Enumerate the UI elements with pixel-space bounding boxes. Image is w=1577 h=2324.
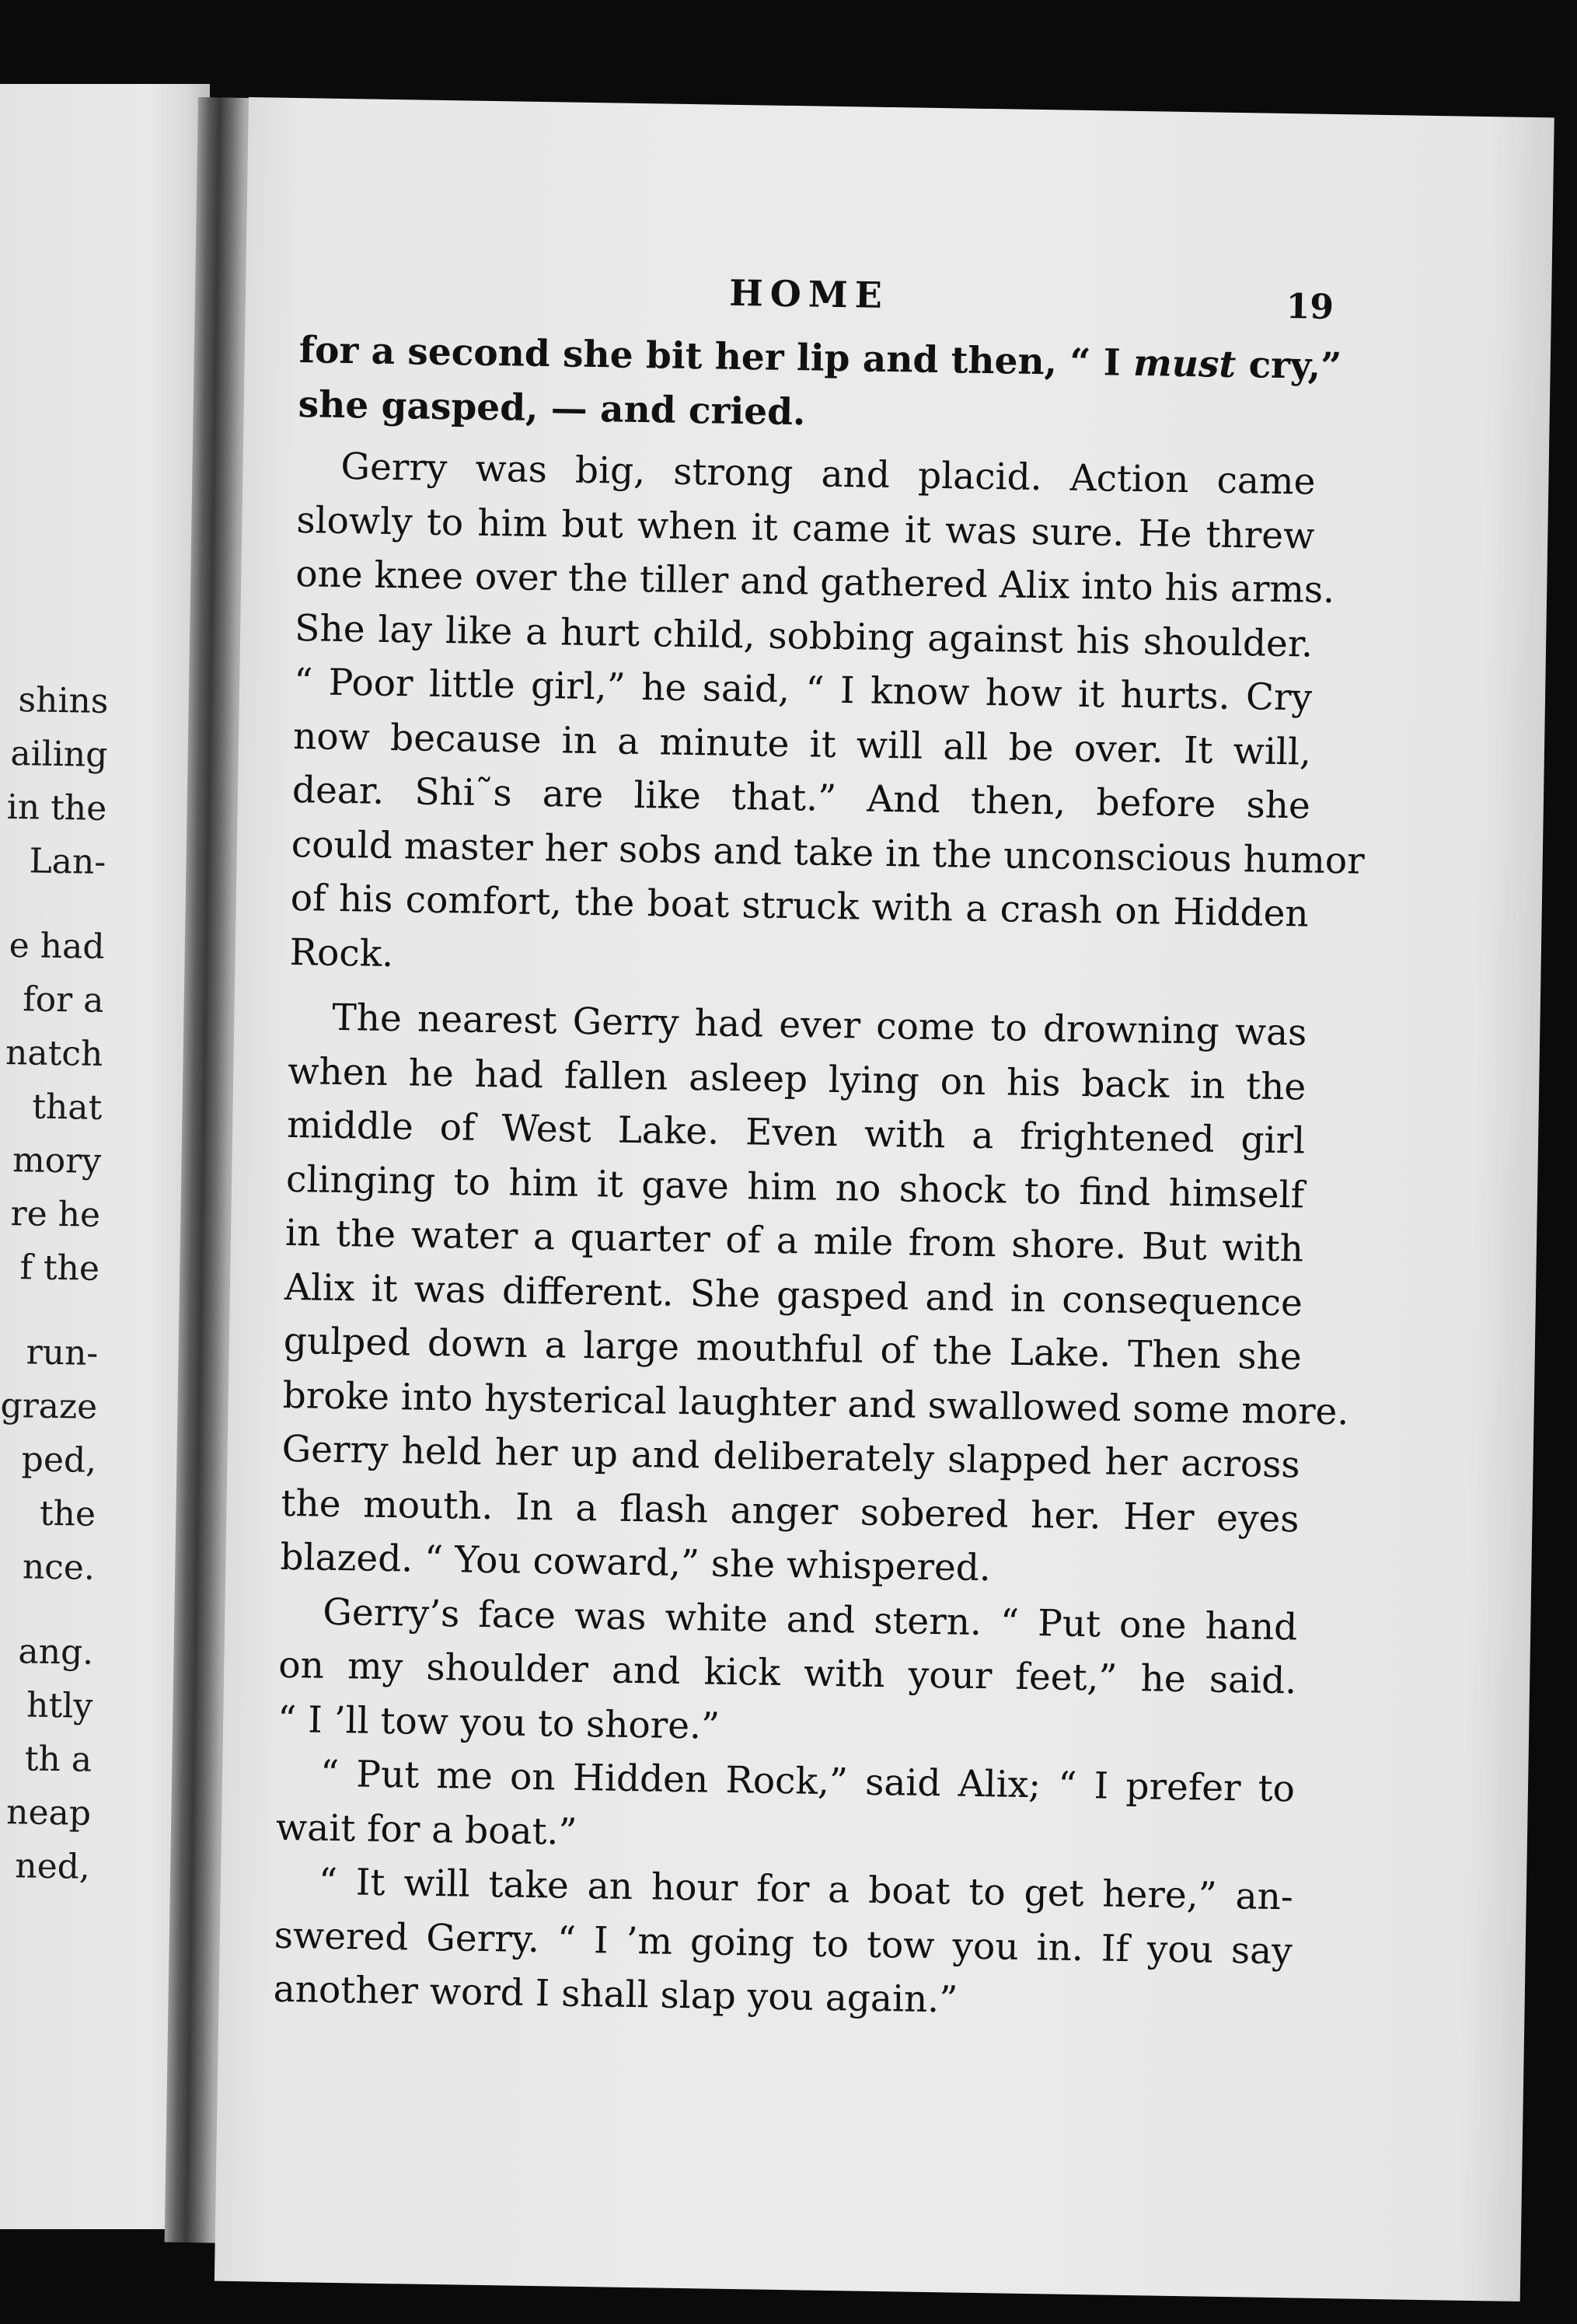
paragraph (298, 323, 1342, 448)
text-line: blazed. “ You coward,” she whispered. (280, 1535, 992, 1590)
page-content (273, 253, 1366, 2033)
fragment: natch (5, 1032, 103, 1074)
fragment: for a (22, 979, 104, 1021)
page-19 (215, 97, 1554, 2301)
text-line: “ I ’ll tow you to shore.” (277, 1698, 720, 1748)
text-line: of his comfort, the boat struck with a crash on Hidden (290, 876, 1310, 936)
text-line: could master her sobs and take in the unconscious humor (291, 822, 1366, 883)
paragraph-gap (0, 1293, 99, 1327)
text-line: “ Put me on Hidden Rock,” said Alix; “ I prefer to (319, 1752, 1296, 1811)
text-line: when he had fallen asleep lying on his back in the (287, 1049, 1307, 1109)
text-line: on my shoulder and kick with your feet,” he said. (277, 1643, 1297, 1703)
text-line: Gerry’s face was white and stern. “ Put one hand (322, 1590, 1298, 1649)
fragment: ped, (21, 1439, 97, 1481)
text-line: clinging to him it gave him no shock to find himself (285, 1157, 1305, 1217)
text-line: Alix it was different. She gasped and in consequence (284, 1265, 1303, 1324)
paragraph (280, 990, 1349, 1600)
text-line: another word I shall slap you again.” (273, 1967, 958, 2022)
emphasized-word: must (1132, 341, 1237, 386)
fragment: shins (18, 680, 109, 721)
paragraph (289, 439, 1366, 995)
text-line: wait for a boat.” (275, 1806, 577, 1854)
paragraph (275, 1746, 1295, 1871)
text-line: Gerry was big, strong and placid. Action came (340, 445, 1316, 504)
text-line: she gasped, — and cried. (298, 382, 806, 434)
fragment: graze (0, 1385, 98, 1427)
fragment: htly (26, 1685, 93, 1726)
text-line: the mouth. In a flash anger sobered her. Her eyes (281, 1481, 1300, 1541)
fragment: neap (5, 1792, 92, 1834)
paragraph-gap (0, 887, 106, 920)
fragment: re he (10, 1194, 101, 1235)
text-line: The nearest Gerry had ever come to drowning was (331, 996, 1307, 1055)
text-line: gulped down a large mouthful of the Lake. Then she (283, 1319, 1303, 1379)
text-line: one knee over the tiller and gathered Alix into his arms. (295, 553, 1335, 612)
page-number: 19 (1286, 287, 1335, 327)
text-line: Rock. (289, 930, 394, 975)
fragment: ailing (10, 734, 108, 775)
fragment: f the (19, 1247, 100, 1289)
fragment: mory (12, 1140, 102, 1181)
fragment: the (39, 1493, 96, 1534)
text-line: “ Poor little girl,” he said, “ I know how it hurts. Cry (293, 661, 1313, 720)
text-line: in the water a quarter of a mile from shore. But with (284, 1211, 1304, 1271)
fragment: th a (24, 1739, 92, 1780)
running-title: HOME (728, 271, 890, 316)
text-line: She lay like a hurt child, sobbing against his shoulder. (294, 606, 1314, 666)
text-line: slowly to him but when it came it was sure. He threw (296, 498, 1315, 558)
text-line: Gerry held her up and deliberately slapped her across (281, 1427, 1300, 1487)
text-line: middle of West Lake. Even with a frightened girl (286, 1103, 1306, 1163)
text-line: swered Gerry. “ I ’m going to tow you in. If you say (274, 1914, 1293, 1973)
line-text: for a second she bit her lip and then, “ I (298, 329, 1122, 385)
fragment: that (31, 1087, 103, 1128)
paragraph (273, 1855, 1293, 2033)
text-line: now because in a minute it will all be over. It will, (292, 714, 1312, 774)
line-text: cry,” (1248, 344, 1342, 389)
fragment: run- (26, 1332, 99, 1373)
text-line: broke into hysterical laughter and swallowed some more. (282, 1373, 1349, 1433)
paragraph (277, 1584, 1298, 1762)
previous-page-text-fragments (0, 672, 109, 1894)
text-line: dear. Shi⁠˜s are like that.” And then, before she (291, 768, 1311, 828)
paragraph-gap (0, 1593, 94, 1626)
fragment: nce. (22, 1547, 96, 1588)
fragment: e had (9, 926, 105, 967)
fragment: ang. (18, 1631, 94, 1673)
text-line: “ It will take an hour for a boat to get here,” an- (318, 1860, 1294, 1919)
fragment: in the (6, 787, 107, 829)
fragment: Lan- (29, 841, 106, 882)
fragment: ned, (14, 1846, 91, 1887)
